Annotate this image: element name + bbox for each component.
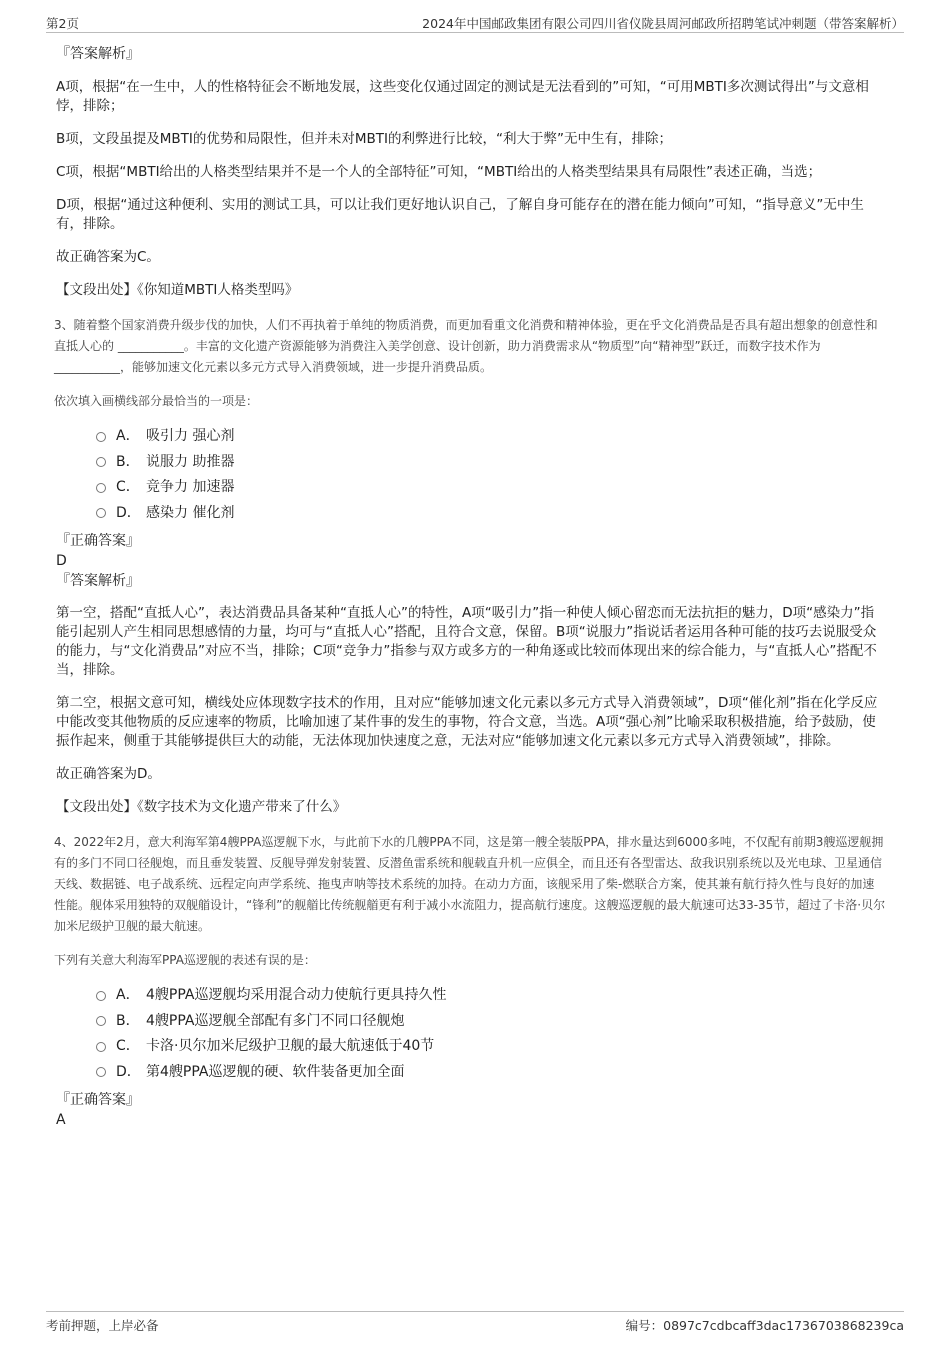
q4-option-c[interactable] [96,1034,886,1060]
q4-options [96,983,886,1085]
q2-analysis-c: C项，根据“MBTI给出的人格类型结果并不是一个人的全部特征”可知，“MBTI给出的人格类型结果具有局限性”表述正确，当选； [56,164,822,180]
radio-icon[interactable] [96,1067,106,1077]
footer-slogan: 考前押题，上岸必备 [46,1318,159,1333]
option-letter: A． [116,987,140,1003]
radio-icon[interactable] [96,508,106,518]
option-letter: B． [116,453,140,470]
q4-answer: A [56,1112,66,1128]
option-text: 说服力 助推器 [146,453,235,470]
q3-option-c[interactable] [96,475,886,501]
radio-icon[interactable] [96,991,106,1001]
page-content [56,44,886,1131]
option-text: 感染力 催化剂 [146,504,235,521]
question-4 [56,832,886,1129]
page-footer [46,1311,904,1336]
option-text: 4艘PPA巡逻舰均采用混合动力使航行更具持久性 [146,987,447,1003]
q4-answer-label: 『正确答案』 [56,1092,140,1108]
option-text: 4艘PPA巡逻舰全部配有多门不同口径舰炮 [146,1012,405,1029]
q2-analysis [56,44,886,300]
option-letter: C． [116,1038,140,1054]
option-text: 吸引力 强心剂 [146,428,235,444]
option-text: 竞争力 加速器 [146,479,235,495]
q3-option-a[interactable] [96,424,886,450]
radio-icon[interactable] [96,1016,106,1026]
q3-source: 【文段出处】《数字技术为文化遗产带来了什么》 [56,799,347,815]
radio-icon[interactable] [96,1042,106,1052]
option-letter: D． [116,1063,141,1080]
q2-analysis-b: B项，文段虽提及MBTI的优势和局限性，但并未对MBTI的利弊进行比较，“利大于弊”无中生有，排除； [56,131,673,147]
question-3 [56,315,886,817]
radio-icon[interactable] [96,457,106,467]
q3-text: 3、随着整个国家消费升级步伐的加快，人们不再执着于单纯的物质消费，而更加看重文化消费和精神体验，更在乎文化消费品是否具有超出想象的创意性和直抵人心的 ___________。丰富的文化遗产资源能够为消费注入美学创意、设计创新，助力消费需求从“物质型”向“精神型”跃迁，而数字技术作为 ___________，能够加速文化元素以多元方式导入消费领域，进一步提升消费品质。 [54,318,878,374]
document-title: 2024年中国邮政集团有限公司四川省仪陇县周河邮政所招聘笔试冲刺题（带答案解析） [422,16,904,31]
option-text: 第4艘PPA巡逻舰的硬、软件装备更加全面 [146,1063,405,1080]
q4-text: 4、2022年2月，意大利海军第4艘PPA巡逻舰下水，与此前下水的几艘PPA不同，这是第一艘全装版PPA，排水量达到6000多吨，不仅配有前期3艘巡逻舰拥有的多门不同口径舰炮，而且垂发装置、反舰导弹发射装置、反潜鱼雷系统和舰载直升机一应俱全，而且还有各型雷达、敌我识别系统以及光电球、卫星通信天线、数据链、电子战系统、远程定向声学系统、拖曳声呐等技术系统的加持。在动力方面，该舰采用了柴-燃联合方案，使其兼有航行持久性与良好的加速性能。舰体采用独特的双舰艏设计，“锋利”的舰艏比传统舰艏更有利于减小水流阻力，提高航行速度。这艘巡逻舰的最大航速可达33-35节，超过了卡洛·贝尔加米尼级护卫舰的最大航速。 [54,835,886,933]
q4-prompt: 下列有关意大利海军PPA巡逻舰的表述有误的是： [54,953,316,967]
radio-icon[interactable] [96,483,106,493]
q3-option-d[interactable] [96,501,886,527]
q4-option-a[interactable] [96,983,886,1009]
q4-option-d[interactable] [96,1060,886,1086]
document-id: 编号：0897c7cdbcaff3dac1736703868239ca [625,1318,904,1333]
option-letter: A． [116,428,140,444]
q3-conclusion: 故正确答案为D。 [56,766,161,782]
q2-analysis-a: A项，根据“在一生中，人的性格特征会不断地发展，这些变化仅通过固定的测试是无法看到的”可知，“可用MBTI多次测试得出”与文意相悖，排除； [56,79,869,114]
option-letter: D． [116,504,141,521]
q2-analysis-label: 『答案解析』 [56,46,140,62]
radio-icon[interactable] [96,432,106,442]
q3-analysis-2: 第二空，根据文意可知，横线处应体现数字技术的作用，且对应“能够加速文化元素以多元方式导入消费领域”，D项“催化剂”指在化学反应中能改变其他物质的反应速率的物质，比喻加速了某件事的发生的事物，符合文意，当选。A项“强心剂”比喻采取积极措施，给予鼓励，使振作起来，侧重于其能够提供巨大的动能，无法体现加快速度之意，无法对应“能够加速文化元素以多元方式导入消费领域”，排除。 [56,695,878,749]
q3-analysis-label: 『答案解析』 [56,573,140,589]
page-header [46,12,904,33]
q2-analysis-d: D项，根据“通过这种便利、实用的测试工具，可以让我们更好地认识自己，了解自身可能存在的潜在能力倾向”可知，“指导意义”无中生有，排除。 [56,197,864,232]
q3-answer: D [56,553,67,569]
q2-conclusion: 故正确答案为C。 [56,249,160,265]
q2-source: 【文段出处】《你知道MBTI人格类型吗》 [56,282,299,298]
q3-option-b[interactable] [96,450,886,476]
q3-answer-label: 『正确答案』 [56,533,140,549]
option-letter: B． [116,1012,140,1029]
q4-option-b[interactable] [96,1009,886,1035]
q3-options [96,424,886,526]
page-number: 第2页 [46,16,79,31]
q3-prompt: 依次填入画横线部分最恰当的一项是： [54,394,259,408]
option-text: 卡洛·贝尔加米尼级护卫舰的最大航速低于40节 [146,1038,435,1054]
q3-analysis-1: 第一空，搭配“直抵人心”，表达消费品具备某种“直抵人心”的特性，A项“吸引力”指一种使人倾心留恋而无法抗拒的魅力，D项“感染力”指能引起别人产生相同思想感情的力量，均可与“直抵人心”搭配，且符合文意，保留。B项“说服力”指说话者运用各种可能的技巧去说服受众的能力，与“文化消费品”对应不当，排除；C项“竞争力”指参与双方或多方的一种角逐或比较而体现出来的综合能力，与“直抵人心”搭配不当，排除。 [56,605,877,678]
option-letter: C． [116,479,140,495]
